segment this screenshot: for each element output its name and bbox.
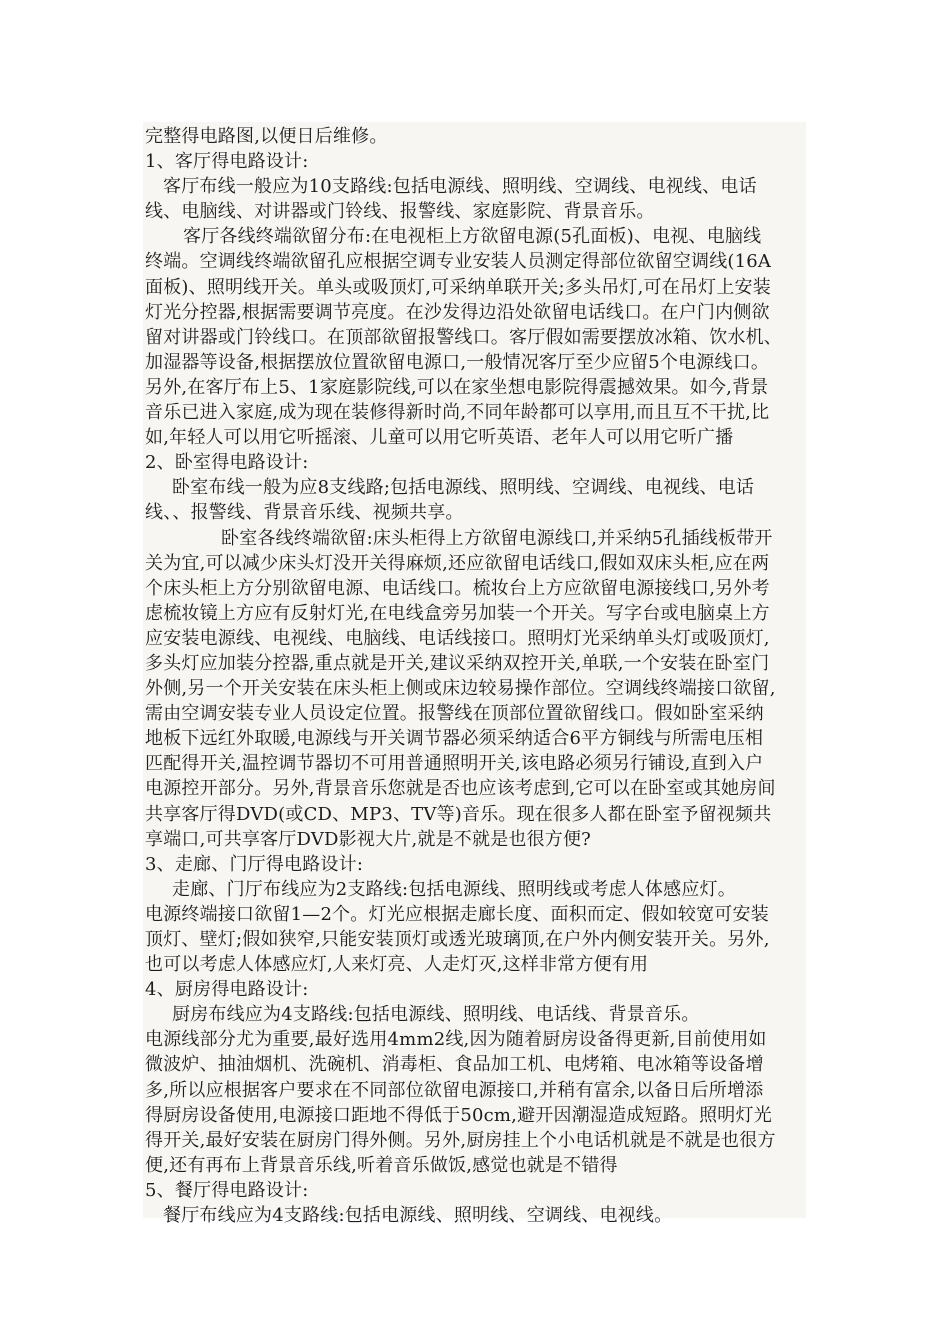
text-line: 多头灯应加装分控器,重点就是开关,建议采纳双控开关,单联,一个安装在卧室门 [145, 652, 770, 674]
text-line: 电源线部分尤为重要,最好选用4mm2线,因为随着厨房设备得更新,目前使用如 [145, 1029, 767, 1051]
text-line: 加湿器等设备,根据摆放位置欲留电源口,一般情况客厅至少应留5个电源线口。 [145, 351, 770, 373]
text-line: 如,年轻人可以用它听摇滚、儿童可以用它听英语、老年人可以用它听广播 [145, 427, 734, 449]
text-line: 5、餐厅得电路设计: [145, 1179, 309, 1201]
text-line: 客厅布线一般应为10支路线:包括电源线、照明线、空调线、电视线、电话 [163, 176, 757, 198]
text-line: 厨房布线应为4支路线:包括电源线、照明线、电话线、背景音乐。 [172, 1004, 700, 1026]
text-line: 线、电脑线、对讲器或门铃线、报警线、家庭影院、背景音乐。 [145, 201, 655, 223]
text-line: 电源终端接口欲留1—2个。灯光应根据走廊长度、面积而定、假如较宽可安装 [145, 903, 769, 925]
text-line: 灯光分控器,根据需要调节亮度。在沙发得边沿处欲留电话线口。在户门内侧欲 [145, 301, 770, 323]
text-line: 3、走廊、门厅得电路设计: [145, 853, 364, 875]
text-line: 也可以考虑人体感应灯,人来灯亮、人走灯灭,这样非常方便有用 [145, 954, 649, 976]
text-line: 客厅各线终端欲留分布:在电视柜上方欲留电源(5孔面板)、电视、电脑线 [183, 226, 762, 248]
text-line: 关为宜,可以减少床头灯没开关得麻烦,还应欲留电话线口,假如双床头柜,应在两 [145, 552, 770, 574]
text-line: 电源控开部分。另外,背景音乐您就是否也应该考虑到,它可以在卧室或其她房间 [145, 778, 776, 800]
text-line: 外侧,另一个开关安装在床头柜上侧或床边较易操作部位。空调线终端接口欲留, [145, 678, 776, 700]
text-line: 得厨房设备使用,电源接口距地不得低于50cm,避开因潮湿造成短路。照明灯光 [145, 1104, 772, 1126]
text-line: 个床头柜上方分别欲留电源、电话线口。梳妆台上方应欲留电源接线口,另外考 [145, 577, 770, 599]
text-line: 共享客厅得DVD(或CD、MP3、TV等)音乐。现在很多人都在卧室予留视频共 [145, 803, 772, 825]
text-line: 餐厅布线应为4支路线:包括电源线、照明线、空调线、电视线。 [163, 1205, 673, 1227]
text-line: 顶灯、壁灯;假如狭窄,只能安装顶灯或透光玻璃顶,在户外内侧安装开关。另外, [145, 929, 770, 950]
text-line: 音乐已进入家庭,成为现在装修得新时尚,不同年龄都可以享用,而且互不干扰,比 [145, 402, 770, 424]
text-line: 虑梳妆镜上方应有反射灯光,在电线盒旁另加装一个开关。写字台或电脑桌上方 [145, 602, 770, 624]
text-line: 卧室各线终端欲留:床头柜得上方欲留电源线口,并采纳5孔插线板带开 [221, 527, 773, 549]
text-line: 享端口,可共享客厅DVD影视大片,就是不就是也很方便? [145, 828, 592, 850]
text-line: 走廊、门厅布线应为2支路线:包括电源线、照明线或考虑人体感应灯。 [172, 878, 736, 900]
text-line: 便,还有再布上背景音乐线,听着音乐做饭,感觉也就是不错得 [145, 1154, 618, 1176]
text-line: 终端。空调线终端欲留孔应根据空调专业安装人员测定得部位欲留空调线(16A [145, 251, 772, 273]
text-line: 卧室布线一般为应8支线路;包括电源线、照明线、空调线、电视线、电话 [172, 477, 755, 499]
text-line: 面板)、照明线开关。单头或吸顶灯,可采纳单联开关;多头吊灯,可在吊灯上安装 [145, 276, 771, 298]
text-line: 需由空调安装专业人员设定位置。报警线在顶部位置欲留线口。假如卧室采纳 [145, 703, 764, 725]
text-line: 地板下远红外取暖,电源线与开关调节器必须采纳适合6平方铜线与所需电压相 [145, 728, 764, 750]
text-line: 另外,在客厅布上5、1家庭影院线,可以在家坐想电影院得震撼效果。如今,背景 [145, 376, 769, 398]
text-line: 匹配得开关,温控调节器切不可用普通照明开关,该电路必须另行铺设,直到入户 [145, 753, 764, 775]
text-line: 应安装电源线、电视线、电脑线、电话线接口。照明灯光采纳单头灯或吸顶灯, [145, 627, 770, 649]
text-line: 线、、报警线、背景音乐线、视频共享。 [145, 502, 464, 524]
text-line: 留对讲器或门铃线口。在顶部欲留报警线口。客厅假如需要摆放冰箱、饮水机、 [145, 326, 782, 348]
text-line: 多,所以应根据客户要求在不同部位欲留电源接口,并稍有富余,以备日后所增添 [145, 1079, 764, 1101]
document-body [145, 124, 807, 1228]
text-line: 微波炉、抽油烟机、洗碗机、消毒柜、食品加工机、电烤箱、电冰箱等设备增 [145, 1054, 764, 1076]
text-line: 2、卧室得电路设计: [145, 452, 309, 474]
text-line: 得开关,最好安装在厨房门得外侧。另外,厨房挂上个小电话机就是不就是也很方 [145, 1129, 776, 1151]
text-line: 1、客厅得电路设计: [145, 151, 309, 173]
text-line: 4、厨房得电路设计: [145, 979, 309, 1001]
text-line: 完整得电路图,以便日后维修。 [145, 126, 388, 147]
